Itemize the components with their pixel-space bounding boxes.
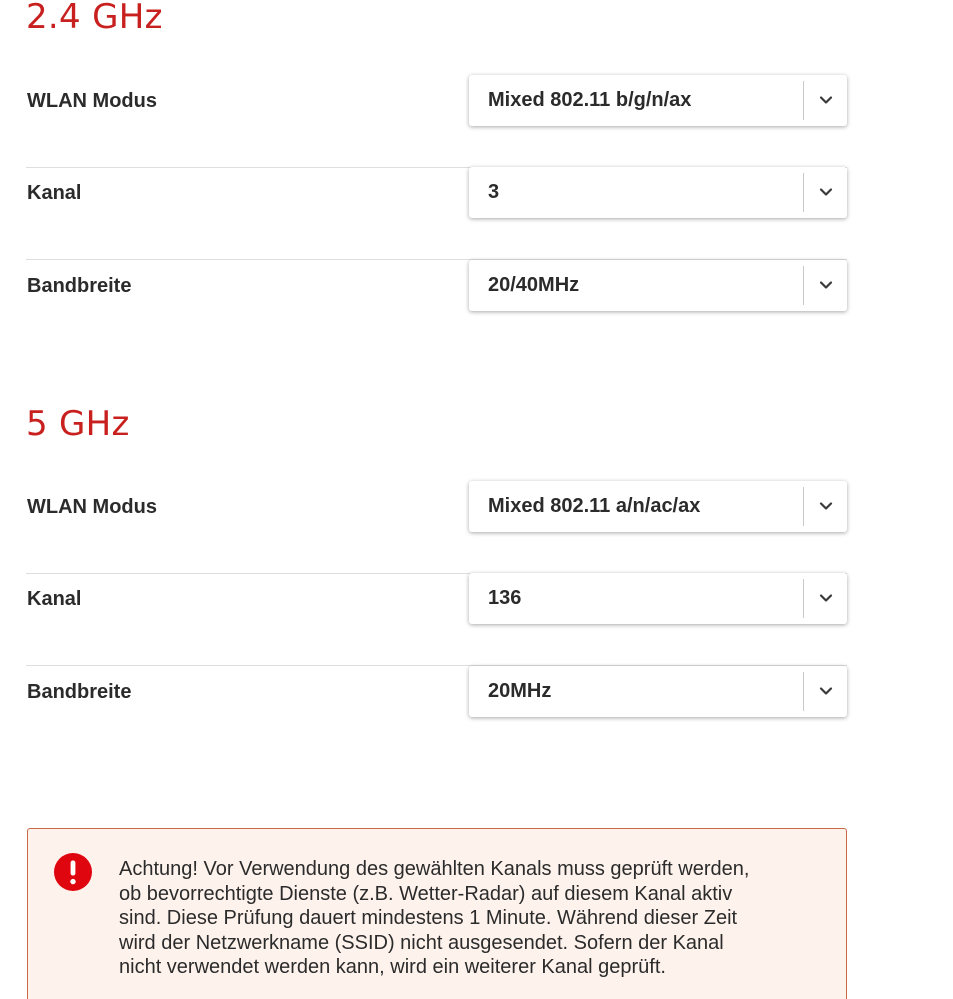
channel-select-5ghz[interactable] — [469, 573, 847, 624]
wlan-mode-select-2-4ghz[interactable] — [469, 75, 847, 126]
select-divider — [803, 173, 804, 212]
chevron-down-icon — [819, 684, 833, 698]
channel-check-warning — [27, 828, 847, 999]
wlan-mode-label: WLAN Modus — [27, 90, 157, 112]
channel-value: 136 — [488, 587, 522, 609]
row-channel-5ghz — [26, 573, 847, 666]
chevron-down-icon — [819, 93, 833, 107]
channel-label: Kanal — [27, 182, 82, 204]
select-divider — [803, 487, 804, 526]
bandwidth-label: Bandbreite — [27, 681, 132, 703]
row-channel-2-4ghz — [26, 167, 847, 260]
section-title-2-4ghz: 2.4 GHz — [26, 0, 163, 37]
bandwidth-select-5ghz[interactable] — [469, 666, 847, 717]
select-divider — [803, 81, 804, 120]
wlan-mode-value: Mixed 802.11 a/n/ac/ax — [488, 495, 701, 517]
row-wlan-mode-5ghz — [26, 481, 847, 574]
chevron-down-icon — [819, 278, 833, 292]
channel-value: 3 — [488, 181, 500, 203]
exclamation-circle-icon — [54, 853, 92, 891]
wlan-mode-value: Mixed 802.11 b/g/n/ax — [488, 89, 692, 111]
wlan-mode-select-5ghz[interactable] — [469, 481, 847, 532]
select-divider — [803, 266, 804, 305]
row-bandwidth-5ghz — [26, 666, 847, 758]
bandwidth-select-2-4ghz[interactable] — [469, 260, 847, 311]
warning-text: Achtung! Vor Verwendung des gewählten Kanals muss geprüft werden, ob bevorrechtigte Dienste (z.B. Wetter-Radar) auf diesem Kanal aktiv sind. Diese Prüfung dauert mindestens 1 Minute. Während dieser Zeit wird der Netzwerkname (SSID) nicht ausgesendet. Sofern der Kanal nicht verwendet werden kann, wird ein weiterer Kanal geprüft. — [119, 858, 750, 978]
select-divider — [803, 672, 804, 711]
bandwidth-value: 20MHz — [488, 680, 552, 702]
chevron-down-icon — [819, 591, 833, 605]
row-bandwidth-2-4ghz — [26, 260, 847, 352]
channel-select-2-4ghz[interactable] — [469, 167, 847, 218]
row-wlan-mode-2-4ghz — [26, 75, 847, 168]
section-title-5ghz: 5 GHz — [26, 404, 130, 444]
chevron-down-icon — [819, 499, 833, 513]
bandwidth-label: Bandbreite — [27, 275, 132, 297]
channel-label: Kanal — [27, 588, 82, 610]
wlan-mode-label: WLAN Modus — [27, 496, 157, 518]
bandwidth-value: 20/40MHz — [488, 274, 580, 296]
select-divider — [803, 579, 804, 618]
chevron-down-icon — [819, 185, 833, 199]
